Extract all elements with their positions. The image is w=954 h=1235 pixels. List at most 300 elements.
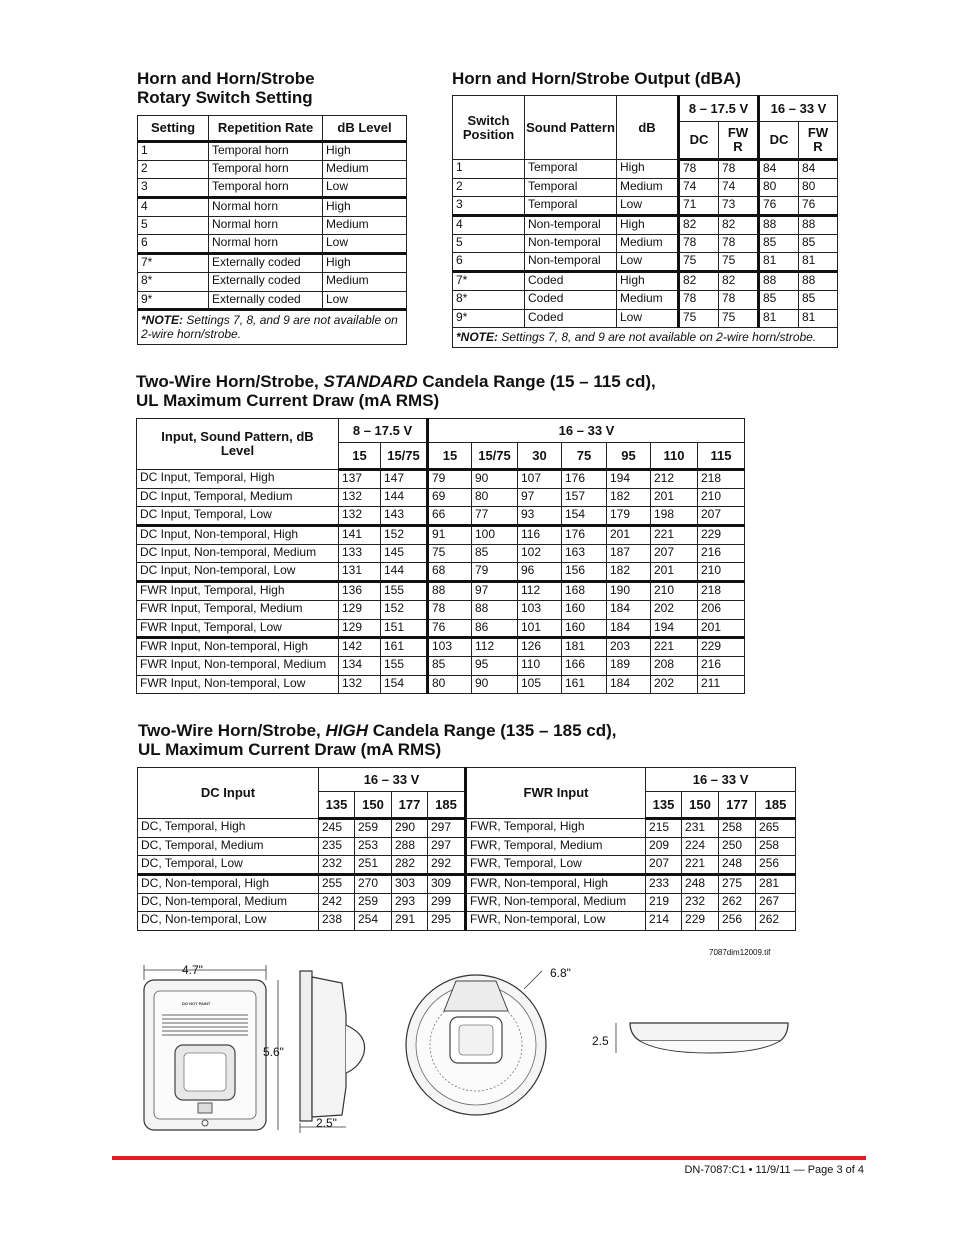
table-row (453, 216, 838, 235)
table-cell: 201 (651, 488, 698, 507)
table-cell: 297 (428, 819, 466, 838)
dim-depth-label: 2.5" (316, 1116, 337, 1130)
table-row (138, 235, 407, 254)
table-cell: 212 (651, 470, 698, 489)
table-cell: 210 (698, 563, 745, 582)
table-cell: 214 (646, 912, 682, 931)
col-header-candela: 135 (319, 792, 355, 819)
table-cell: 267 (756, 893, 796, 912)
table-row (137, 544, 745, 563)
table-cell: 110 (518, 656, 562, 675)
table-cell: 78 (719, 234, 759, 253)
table-cell: 80 (472, 488, 518, 507)
table-cell: Medium (617, 178, 679, 197)
table-cell: Non-temporal (525, 216, 617, 235)
table-cell: 8* (138, 272, 209, 291)
dim-width-label: 4.7" (182, 963, 203, 977)
table-cell: 145 (381, 544, 428, 563)
table-cell: 245 (319, 819, 355, 838)
table-cell: 7* (138, 254, 209, 273)
table-cell: 166 (562, 656, 607, 675)
table-cell: 179 (607, 507, 651, 526)
table-cell: Temporal (525, 178, 617, 197)
table-cell: Coded (525, 290, 617, 309)
table-cell: 88 (799, 272, 838, 291)
table-cell: 194 (651, 619, 698, 638)
table-cell: 299 (428, 893, 466, 912)
high-title-pre: Two-Wire Horn/Strobe, (138, 721, 326, 740)
table-cell: 75 (679, 253, 719, 272)
table-cell: 143 (381, 507, 428, 526)
table-cell: 85 (428, 656, 472, 675)
table-cell: 85 (799, 234, 838, 253)
table-cell: High (323, 254, 407, 273)
col-header-sound-pattern: Sound Pattern (525, 96, 617, 160)
table-cell: 78 (679, 290, 719, 309)
table-row (453, 272, 838, 291)
table-cell: 129 (339, 619, 381, 638)
table-cell: 144 (381, 488, 428, 507)
table-row (453, 290, 838, 309)
table-cell: 78 (719, 290, 759, 309)
table-cell: 232 (682, 893, 719, 912)
table-cell: Externally coded (209, 291, 323, 310)
table-cell: 202 (651, 600, 698, 619)
table-cell: Low (323, 179, 407, 198)
table-cell: 229 (698, 638, 745, 657)
table-cell: 81 (759, 309, 799, 328)
table-cell: High (323, 142, 407, 161)
standard-title (136, 372, 656, 410)
table-cell: FWR, Temporal, High (466, 819, 646, 838)
table-cell: 206 (698, 600, 745, 619)
table-cell: Externally coded (209, 254, 323, 273)
col-header-setting: Setting (138, 116, 209, 142)
table-cell: Temporal horn (209, 160, 323, 179)
table-cell: 218 (698, 582, 745, 601)
col-header-db-level: dB Level (323, 116, 407, 142)
table-cell: 151 (381, 619, 428, 638)
col-header-candela: 185 (428, 792, 466, 819)
table-cell: 211 (698, 675, 745, 694)
col-header-candela: 95 (607, 443, 651, 470)
table-cell: 80 (799, 178, 838, 197)
table-cell: 258 (756, 837, 796, 856)
col-header-range: 16 – 33 V (646, 768, 796, 792)
table-cell: 78 (428, 600, 472, 619)
rotary-switch-table (137, 115, 407, 345)
table-cell: 102 (518, 544, 562, 563)
output-title: Horn and Horn/Strobe Output (dBA) (452, 69, 741, 88)
output-note (453, 328, 838, 348)
table-cell: 282 (392, 856, 428, 875)
dim-height-label: 5.6" (263, 1045, 284, 1059)
table-cell: 76 (428, 619, 472, 638)
table-cell: 201 (698, 619, 745, 638)
table-cell: 88 (428, 582, 472, 601)
table-cell: Low (617, 197, 679, 216)
table-cell: 76 (759, 197, 799, 216)
rotary-note-prefix: *NOTE: (141, 313, 183, 328)
table-cell: 295 (428, 912, 466, 931)
table-cell: 5 (138, 216, 209, 235)
table-cell: 112 (518, 582, 562, 601)
table-cell: Temporal (525, 160, 617, 179)
table-cell: 2 (138, 160, 209, 179)
table-cell: 259 (355, 893, 392, 912)
col-header-range-high: 16 – 33 V (759, 96, 838, 122)
table-cell: DC, Non-temporal, Medium (138, 893, 319, 912)
col-header-dc-input: DC Input (138, 768, 319, 819)
table-cell: Non-temporal (525, 253, 617, 272)
table-cell: 97 (518, 488, 562, 507)
table-cell: 254 (355, 912, 392, 931)
table-cell: 133 (339, 544, 381, 563)
table-row (138, 198, 407, 217)
table-cell: 160 (562, 600, 607, 619)
table-cell: Medium (323, 160, 407, 179)
table-cell: 203 (607, 638, 651, 657)
table-cell: 198 (651, 507, 698, 526)
table-cell: 182 (607, 488, 651, 507)
table-cell: 131 (339, 563, 381, 582)
table-row (137, 619, 745, 638)
table-cell: DC, Temporal, Medium (138, 837, 319, 856)
table-cell: 69 (428, 488, 472, 507)
table-cell: 75 (679, 309, 719, 328)
rotary-title-line2: Rotary Switch Setting (137, 88, 313, 107)
high-title-line2: UL Maximum Current Draw (mA RMS) (138, 740, 442, 759)
col-header-candela: 177 (719, 792, 756, 819)
table-cell: 86 (472, 619, 518, 638)
table-cell: 221 (651, 638, 698, 657)
table-cell: 68 (428, 563, 472, 582)
ceiling-side-view (592, 1023, 788, 1053)
output-table-body (453, 160, 838, 328)
table-cell: Temporal (525, 197, 617, 216)
table-cell: 134 (339, 656, 381, 675)
table-cell: Coded (525, 272, 617, 291)
table-row (138, 160, 407, 179)
table-cell: 81 (799, 309, 838, 328)
table-cell: 255 (319, 875, 355, 894)
table-cell: 251 (355, 856, 392, 875)
table-cell: DC Input, Temporal, High (137, 470, 339, 489)
table-cell: 290 (392, 819, 428, 838)
table-cell: 176 (562, 470, 607, 489)
table-cell: 303 (392, 875, 428, 894)
table-cell: FWR, Non-temporal, High (466, 875, 646, 894)
table-cell: 256 (756, 856, 796, 875)
high-title-post: Candela Range (135 – 185 cd), (367, 721, 617, 740)
table-cell: 88 (759, 216, 799, 235)
rotary-title (137, 69, 315, 107)
table-cell: 265 (756, 819, 796, 838)
table-cell: 248 (682, 875, 719, 894)
table-cell: 71 (679, 197, 719, 216)
rotary-title-line1: Horn and Horn/Strobe (137, 69, 315, 88)
table-cell: FWR, Temporal, Medium (466, 837, 646, 856)
table-cell: 144 (381, 563, 428, 582)
table-cell: FWR Input, Temporal, High (137, 582, 339, 601)
table-row (138, 291, 407, 310)
table-row (137, 600, 745, 619)
table-cell: 6 (453, 253, 525, 272)
table-cell: 95 (472, 656, 518, 675)
device-label: DO NOT PAINT (182, 1001, 211, 1006)
table-cell: 75 (428, 544, 472, 563)
table-cell: 66 (428, 507, 472, 526)
table-cell: 9* (138, 291, 209, 310)
table-cell: 161 (381, 638, 428, 657)
table-cell: 152 (381, 526, 428, 545)
table-cell: 258 (719, 819, 756, 838)
table-cell: FWR, Non-temporal, Medium (466, 893, 646, 912)
table-cell: 90 (472, 675, 518, 694)
table-cell: 187 (607, 544, 651, 563)
table-cell: 155 (381, 582, 428, 601)
table-cell: 154 (562, 507, 607, 526)
table-cell: 147 (381, 470, 428, 489)
table-cell: 157 (562, 488, 607, 507)
table-cell: 90 (472, 470, 518, 489)
col-header-db: dB (617, 96, 679, 160)
col-header-input: Input, Sound Pattern, dB Level (137, 419, 339, 470)
table-cell: 233 (646, 875, 682, 894)
table-cell: 207 (698, 507, 745, 526)
table-cell: 84 (759, 160, 799, 179)
table-cell: 201 (651, 563, 698, 582)
table-cell: Low (617, 309, 679, 328)
col-header-switch-position: Switch Position (453, 96, 525, 160)
standard-title-em: STANDARD (323, 372, 418, 391)
table-row (137, 488, 745, 507)
col-header-range-high: 16 – 33 V (428, 419, 745, 443)
table-cell: DC Input, Non-temporal, Medium (137, 544, 339, 563)
table-cell: 73 (719, 197, 759, 216)
table-cell: 238 (319, 912, 355, 931)
table-cell: 221 (682, 856, 719, 875)
table-row (453, 253, 838, 272)
table-row (453, 160, 838, 179)
table-cell: 74 (679, 178, 719, 197)
table-cell: 132 (339, 488, 381, 507)
table-cell: 75 (719, 253, 759, 272)
table-cell: 253 (355, 837, 392, 856)
table-row (138, 254, 407, 273)
table-cell: 82 (679, 216, 719, 235)
table-cell: 154 (381, 675, 428, 694)
standard-title-post: Candela Range (15 – 115 cd), (417, 372, 656, 391)
table-cell: DC Input, Non-temporal, High (137, 526, 339, 545)
table-cell: 105 (518, 675, 562, 694)
table-cell: 281 (756, 875, 796, 894)
table-cell: 259 (355, 819, 392, 838)
rotary-note-text: Settings 7, 8, and 9 are not available on 2-wire horn/strobe. (141, 313, 398, 342)
table-cell: Coded (525, 309, 617, 328)
dim-diameter-label: 6.8" (550, 966, 571, 980)
table-cell: 232 (319, 856, 355, 875)
table-row (137, 656, 745, 675)
table-cell: Temporal horn (209, 179, 323, 198)
table-cell: High (617, 272, 679, 291)
table-cell: Non-temporal (525, 234, 617, 253)
table-cell: 137 (339, 470, 381, 489)
table-row (138, 272, 407, 291)
table-cell: 116 (518, 526, 562, 545)
table-cell: 82 (679, 272, 719, 291)
table-cell: 201 (607, 526, 651, 545)
front-view (144, 963, 284, 1130)
table-cell: 182 (607, 563, 651, 582)
table-row (453, 178, 838, 197)
col-header-dc: DC (679, 122, 719, 160)
table-cell: 132 (339, 507, 381, 526)
table-cell: 1 (453, 160, 525, 179)
table-cell: DC Input, Temporal, Low (137, 507, 339, 526)
table-cell: 85 (759, 290, 799, 309)
table-cell: 275 (719, 875, 756, 894)
table-cell: DC Input, Non-temporal, Low (137, 563, 339, 582)
table-cell: 7* (453, 272, 525, 291)
table-cell: FWR Input, Non-temporal, Medium (137, 656, 339, 675)
standard-table-body (137, 470, 745, 694)
col-header-fwr: FW R (799, 122, 838, 160)
table-cell: 161 (562, 675, 607, 694)
table-cell: Medium (323, 216, 407, 235)
table-cell: 78 (719, 160, 759, 179)
col-header-candela: 150 (682, 792, 719, 819)
table-cell: 3 (138, 179, 209, 198)
table-row (138, 837, 796, 856)
table-cell: Temporal horn (209, 142, 323, 161)
table-cell: FWR Input, Temporal, Medium (137, 600, 339, 619)
table-cell: FWR, Temporal, Low (466, 856, 646, 875)
col-header-dc: DC (759, 122, 799, 160)
table-cell: Externally coded (209, 272, 323, 291)
table-cell: 250 (719, 837, 756, 856)
table-cell: 136 (339, 582, 381, 601)
col-header-fwr-input: FWR Input (466, 768, 646, 819)
table-cell: 74 (719, 178, 759, 197)
table-row (138, 875, 796, 894)
col-header-range-low: 8 – 17.5 V (339, 419, 428, 443)
table-cell: 88 (799, 216, 838, 235)
table-cell: Low (323, 235, 407, 254)
table-cell: FWR Input, Non-temporal, High (137, 638, 339, 657)
table-cell: DC Input, Temporal, Medium (137, 488, 339, 507)
col-header-candela: 110 (651, 443, 698, 470)
table-cell: 288 (392, 837, 428, 856)
table-cell: 77 (472, 507, 518, 526)
table-cell: Normal horn (209, 235, 323, 254)
table-cell: 235 (319, 837, 355, 856)
table-cell: 202 (651, 675, 698, 694)
table-cell: 209 (646, 837, 682, 856)
table-cell: 184 (607, 675, 651, 694)
table-cell: 216 (698, 544, 745, 563)
table-cell: 142 (339, 638, 381, 657)
table-cell: 96 (518, 563, 562, 582)
table-cell: 100 (472, 526, 518, 545)
table-row (138, 856, 796, 875)
table-cell: 248 (719, 856, 756, 875)
col-header-repetition-rate: Repetition Rate (209, 116, 323, 142)
col-header-candela: 150 (355, 792, 392, 819)
table-row (138, 142, 407, 161)
table-row (137, 582, 745, 601)
standard-title-line2: UL Maximum Current Draw (mA RMS) (136, 391, 440, 410)
table-cell: 79 (472, 563, 518, 582)
table-cell: 181 (562, 638, 607, 657)
table-row (137, 638, 745, 657)
table-cell: 81 (799, 253, 838, 272)
table-cell: 207 (646, 856, 682, 875)
rotary-table-body (138, 142, 407, 310)
col-header-range: 16 – 33 V (319, 768, 466, 792)
table-cell: Low (323, 291, 407, 310)
table-cell: High (323, 198, 407, 217)
table-cell: 79 (428, 470, 472, 489)
table-cell: 297 (428, 837, 466, 856)
table-row (453, 234, 838, 253)
high-title-em: HIGH (325, 721, 368, 740)
table-row (137, 470, 745, 489)
table-cell: DC, Temporal, High (138, 819, 319, 838)
table-cell: Medium (323, 272, 407, 291)
output-note-text: Settings 7, 8, and 9 are not available on 2-wire horn/strobe. (498, 330, 817, 345)
table-cell: 256 (719, 912, 756, 931)
table-cell: 189 (607, 656, 651, 675)
col-header-candela: 15/75 (472, 443, 518, 470)
table-cell: 103 (428, 638, 472, 657)
table-row (138, 912, 796, 931)
table-cell: 2 (453, 178, 525, 197)
table-cell: Low (617, 253, 679, 272)
table-row (137, 675, 745, 694)
table-cell: 4 (138, 198, 209, 217)
table-cell: 76 (799, 197, 838, 216)
table-cell: 242 (319, 893, 355, 912)
table-cell: 216 (698, 656, 745, 675)
table-cell: 129 (339, 600, 381, 619)
col-header-candela: 30 (518, 443, 562, 470)
table-row (138, 893, 796, 912)
table-cell: Normal horn (209, 216, 323, 235)
table-cell: High (617, 160, 679, 179)
table-cell: 309 (428, 875, 466, 894)
table-cell: 184 (607, 619, 651, 638)
table-cell: 78 (679, 234, 719, 253)
table-cell: 1 (138, 142, 209, 161)
table-cell: 82 (719, 216, 759, 235)
table-cell: 190 (607, 582, 651, 601)
table-cell: 219 (646, 893, 682, 912)
table-row (453, 309, 838, 328)
col-header-candela: 15/75 (381, 443, 428, 470)
table-cell: 82 (719, 272, 759, 291)
table-cell: 81 (759, 253, 799, 272)
table-row (453, 197, 838, 216)
table-cell: 194 (607, 470, 651, 489)
dimension-drawing (120, 955, 820, 1145)
col-header-candela: 115 (698, 443, 745, 470)
table-cell: 5 (453, 234, 525, 253)
table-cell: 3 (453, 197, 525, 216)
table-row (137, 507, 745, 526)
table-cell: 293 (392, 893, 428, 912)
table-cell: 156 (562, 563, 607, 582)
